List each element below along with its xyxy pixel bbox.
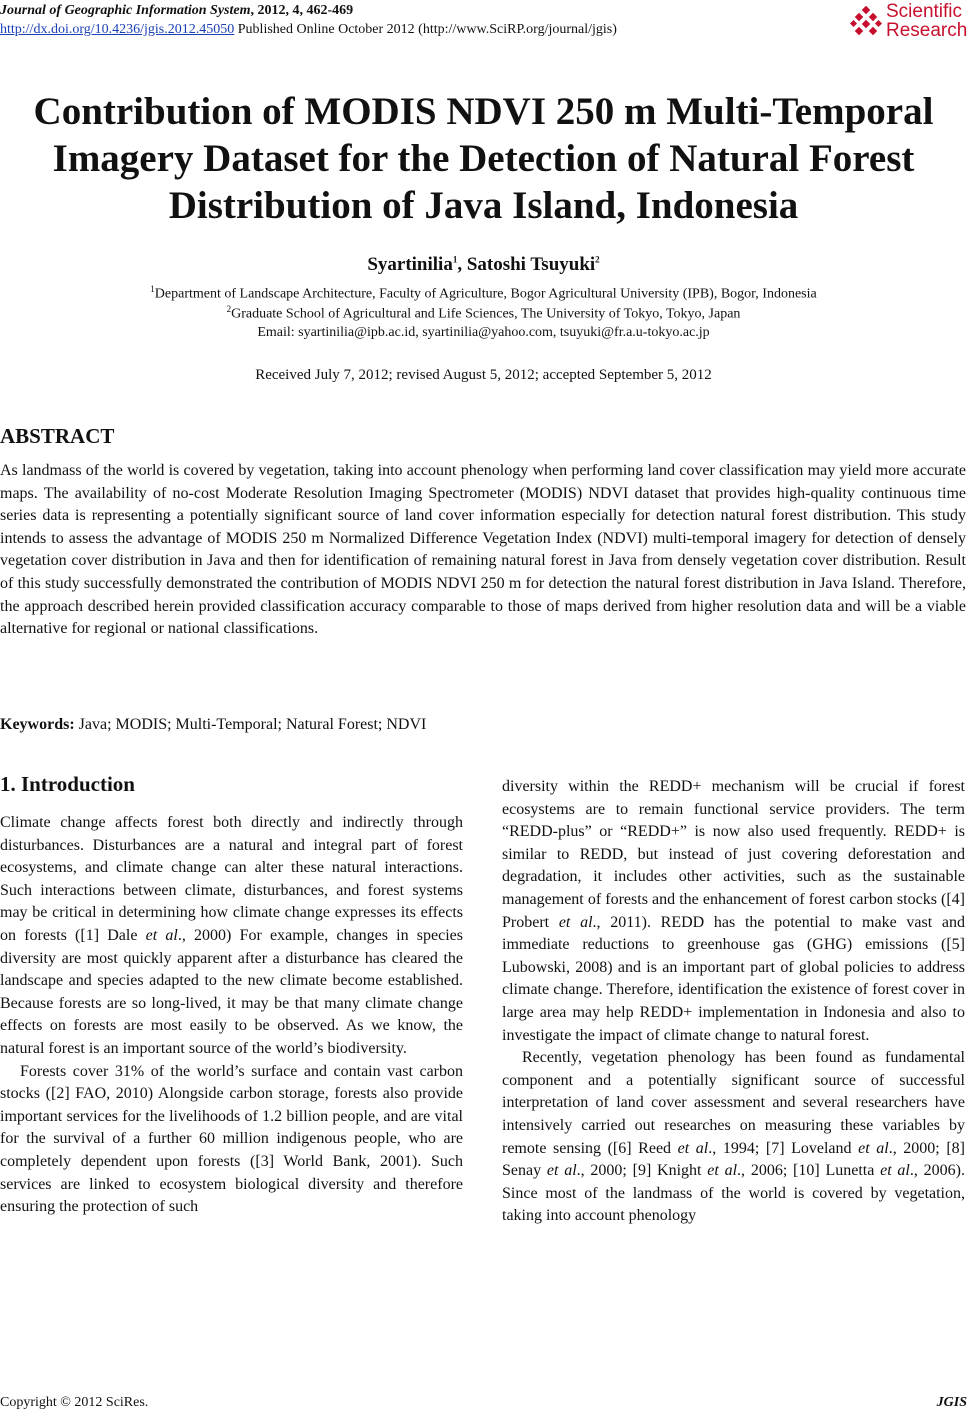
logo-text bbox=[886, 2, 967, 40]
text-run: ., 1994; [7] Loveland bbox=[708, 1139, 859, 1157]
scientific-research-logo bbox=[850, 2, 967, 42]
journal-abbreviation: JGIS bbox=[936, 1395, 967, 1410]
author-1: Syartinilia bbox=[367, 254, 453, 275]
text-run: ., 2006). Since most of the landmass of the world is covered by vegetation, taking into account phenology bbox=[502, 1162, 965, 1225]
et-al: et al bbox=[707, 1162, 738, 1180]
text-run: ., 2000) For example, changes in species diversity are most quickly apparent after a disturbance has cleared the landscape and species adapted to the new climate become established. Because forests are so long-lived, it may be that many climate change effects on forests are most easily to be observed. As we know, the natural forest is an important source of the world’s biodiversity. bbox=[0, 926, 463, 1057]
affiliation-2-sup: 2 bbox=[226, 304, 232, 314]
intro-paragraph-3 bbox=[502, 776, 965, 1047]
logo-line-2: Research bbox=[886, 20, 967, 41]
text-run: Climate change affects forest both directly and indirectly through disturbances. Disturbances are a natural and integral part of forest ecosystems, and climate change can alter these natural interactions. Such interactions between climate, disturbances, and forest systems may be critical in determining how climate change expresses its effects on forests ([1] Dale bbox=[0, 814, 463, 944]
text-run: ., 2000; [8] Senay bbox=[502, 1139, 965, 1180]
received-dates: Received July 7, 2012; revised August 5, 2012; accepted September 5, 2012 bbox=[255, 367, 712, 383]
text-run: ., 2006; [10] Lunetta bbox=[737, 1162, 881, 1180]
page-footer bbox=[0, 1395, 967, 1411]
journal-citation bbox=[0, 3, 353, 19]
intro-paragraph-2: Forests cover 31% of the world’s surface and contain vast carbon stocks ([2] FAO, 2010) Alongside carbon storage, forests also provide important services for the livelihoods of 1.2 billion people, and are vital for the survival of a further 60 million indigenous people, who are completely dependent upon forests ([3] World Bank, 2001). Such services are linked to ecosystem biological diversity and therefore ensuring the protection of such bbox=[0, 1062, 463, 1216]
author-2-sup: 2 bbox=[595, 254, 600, 265]
right-column bbox=[502, 776, 965, 1228]
text-run: ., 2000; [9] Knight bbox=[576, 1162, 708, 1180]
keywords bbox=[0, 716, 426, 734]
author-1-sup: 1 bbox=[452, 254, 458, 265]
title-line-1: Contribution of MODIS NDVI 250 m Multi-Temporal bbox=[33, 90, 934, 133]
author-2: Satoshi Tsuyuki bbox=[466, 254, 596, 275]
section-heading-introduction: 1. Introduction bbox=[0, 772, 135, 796]
keywords-label: Keywords: bbox=[0, 716, 75, 733]
et-al: et al bbox=[858, 1139, 889, 1157]
title-line-3: Distribution of Java Island, Indonesia bbox=[168, 184, 799, 227]
affiliation-1-text: Department of Landscape Architecture, Faculty of Agriculture, Bogor Agricultural University (IPB), Bogor, Indonesia bbox=[154, 286, 817, 302]
et-al: et al bbox=[558, 913, 593, 931]
left-column bbox=[0, 812, 463, 1219]
intro-paragraph-1 bbox=[0, 812, 463, 1061]
journal-volume: , 2012, 4, 462-469 bbox=[250, 3, 354, 18]
abstract-heading: ABSTRACT bbox=[0, 424, 115, 448]
journal-header bbox=[0, 0, 967, 50]
affiliation-2 bbox=[0, 304, 967, 323]
logo-mark-icon bbox=[850, 6, 884, 40]
et-al: et al bbox=[677, 1139, 709, 1157]
keywords-text: Java; MODIS; Multi-Temporal; Natural Forest; NDVI bbox=[74, 716, 427, 733]
et-al: et al bbox=[546, 1162, 577, 1180]
author-separator: , bbox=[457, 254, 467, 275]
copyright-notice: Copyright © 2012 SciRes. bbox=[0, 1395, 149, 1410]
author-email: Email: syartinilia@ipb.ac.id, syartinilia@yahoo.com, tsuyuki@fr.a.u-tokyo.ac.jp bbox=[257, 325, 710, 340]
abstract-text: As landmass of the world is covered by vegetation, taking into account phenology when performing land cover classification may yield more accurate maps. The availability of no-cost Moderate Resolution Imaging Spectrometer (MODIS) NDVI dataset that provides high-quality continuous time series data is representing a potentially significant source of land cover information especially for detection natural forest distribution. This study intends to assess the advantage of MODIS 250 m Normalized Difference Vegetation Index (NDVI) multi-temporal imagery for detection of densely vegetation cover distribution in Java and then for identification of remaining natural forest in Java from densely vegetation cover distribution. Result of this study successfully demonstrated the contribution of MODIS NDVI 250 m for detection the natural forest distribution in Java Island. Therefore, the approach described herein provided classification accuracy comparable to those of maps derived from higher resolution data and will be a viable alternative for regional or national classifications. bbox=[0, 462, 966, 638]
affiliation-1-sup: 1 bbox=[150, 284, 155, 294]
affiliation-1 bbox=[0, 284, 967, 303]
text-run: Recently, vegetation phenology has been found as fundamental component and a potentially significant source of successful interpretation of land cover assessment and several researchers have intensively carried out researches on measuring these variables by remote sensing ([6] Reed bbox=[502, 1049, 965, 1157]
journal-name: Journal of Geographic Information System bbox=[0, 3, 251, 18]
publication-line bbox=[0, 22, 617, 38]
et-al: et al bbox=[145, 926, 178, 944]
intro-paragraph-4 bbox=[502, 1047, 965, 1228]
title-line-2: Imagery Dataset for the Detection of Natural Forest bbox=[52, 137, 915, 180]
doi-link[interactable]: http://dx.doi.org/10.4236/jgis.2012.45050 bbox=[0, 22, 235, 37]
et-al: et al bbox=[880, 1162, 910, 1180]
author-list bbox=[0, 254, 967, 276]
logo-line-1: Scientific bbox=[886, 1, 963, 22]
text-run: ., 2011). REDD has the potential to make vast and immediate reductions to greenhouse gas (GHG) emissions ([5] Lubowski, 2008) and is an important part of global policies to address climate change. Therefore, identification the existence of forest cover in large area may help REDD+ implementation in Indonesia and also to investigate the impact of climate change to natural forest. bbox=[502, 913, 965, 1044]
text-run: diversity within the REDD+ mechanism will be crucial if forest ecosystems are to remain functional service providers. The term “REDD-plus” or “REDD+” is now also used frequently. REDD+ is similar to REDD, but instead of just covering deforestation and degradation, it includes other activities, such as the sustainable management of forests and the enhancement of forest carbon stocks ([4] Probert bbox=[502, 778, 965, 931]
published-online: Published Online October 2012 (http://www.SciRP.org/journal/jgis) bbox=[234, 22, 617, 37]
affiliation-2-text: Graduate School of Agricultural and Life Sciences, The University of Tokyo, Tokyo, Japan bbox=[231, 306, 741, 322]
paper-title bbox=[0, 88, 967, 229]
